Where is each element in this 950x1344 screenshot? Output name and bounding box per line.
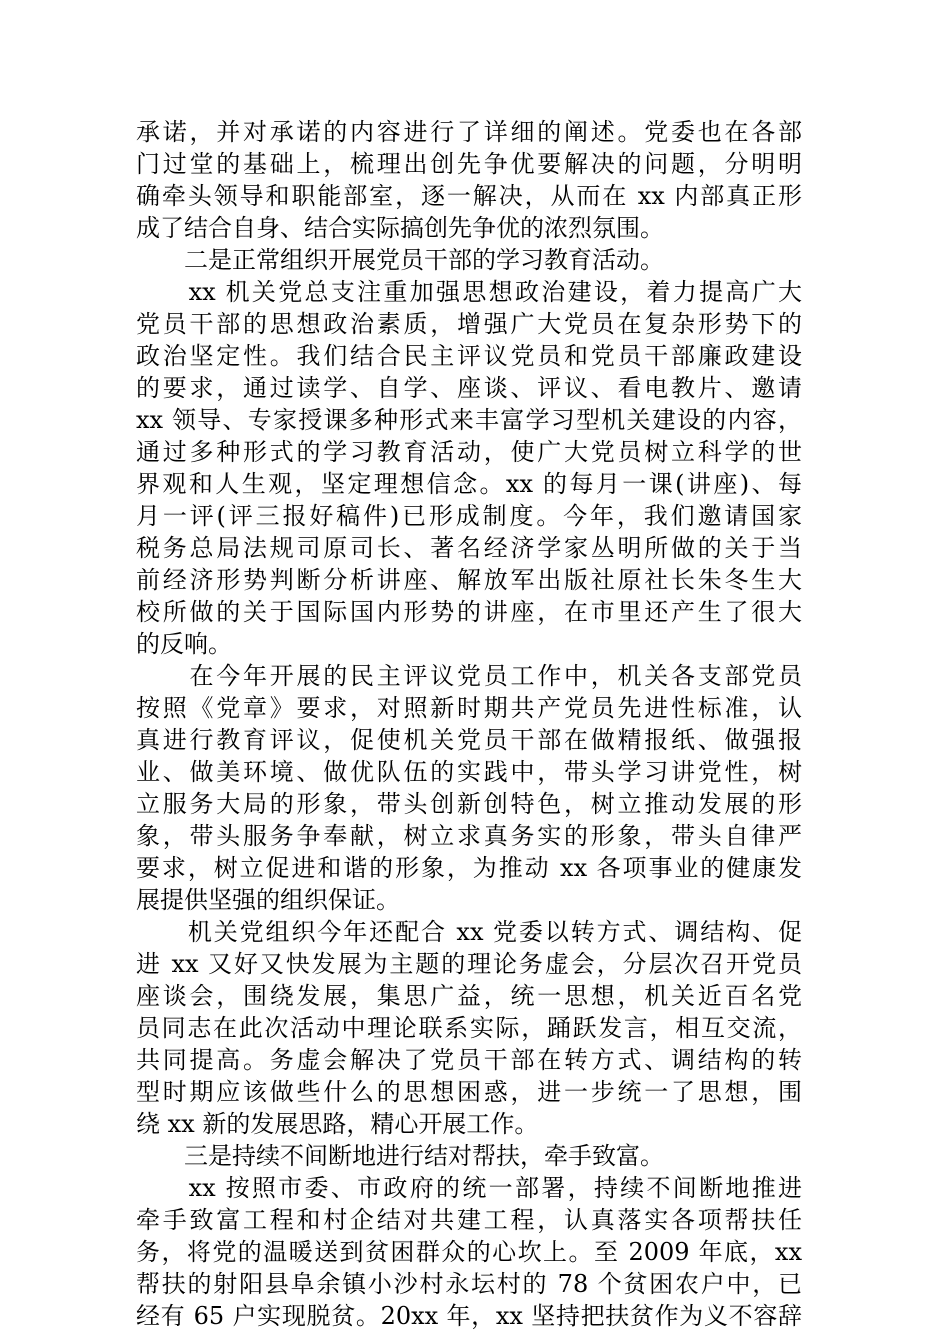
text-line: 牵手致富工程和村企结对共建工程，认真落实各项帮扶任	[136, 1206, 802, 1234]
text-line: xx 机关党总支注重加强思想政治建设，着力提高广大	[136, 278, 802, 306]
text-line: 共同提高。务虚会解决了党员干部在转方式、调结构的转	[136, 1046, 802, 1074]
text-line: xx 按照市委、市政府的统一部署，持续不间断地推进	[136, 1174, 802, 1202]
text-line: 成了结合自身、结合实际搞创先争优的浓烈氛围。	[136, 214, 664, 242]
text-line: 绕 xx 新的发展思路，精心开展工作。	[136, 1110, 539, 1138]
text-line: 立服务大局的形象，带头创新创特色，树立推动发展的形	[136, 790, 802, 818]
text-line: 二是正常组织开展党员干部的学习教育活动。	[136, 246, 664, 274]
text-line: 党员干部的思想政治素质，增强广大党员在复杂形势下的	[136, 310, 802, 338]
text-line: 税务总局法规司原司长、著名经济学家丛明所做的关于当	[136, 534, 802, 562]
text-line: 在今年开展的民主评议党员工作中，机关各支部党员	[136, 662, 802, 690]
text-line: 的要求，通过读学、自学、座谈、评议、看电教片、邀请	[136, 374, 802, 402]
text-line: xx 领导、专家授课多种形式来丰富学习型机关建设的内容，	[136, 406, 802, 434]
text-line: 象，带头服务争奉献，树立求真务实的形象，带头自律严	[136, 822, 802, 850]
text-line: 三是持续不间断地进行结对帮扶，牵手致富。	[136, 1142, 664, 1170]
text-line: 承诺，并对承诺的内容进行了详细的阐述。党委也在各部	[136, 118, 802, 146]
text-line: 进 xx 又好又快发展为主题的理论务虚会，分层次召开党员	[136, 950, 802, 978]
text-line: 型时期应该做些什么的思想困惑，进一步统一了思想，围	[136, 1078, 802, 1106]
text-line: 按照《党章》要求，对照新时期共产党员先进性标准，认	[136, 694, 802, 722]
text-line: 月一评(评三报好稿件)已形成制度。今年，我们邀请国家	[136, 502, 802, 530]
text-line: 经有 65 户实现脱贫。20xx 年，xx 坚持把扶贫作为义不容辞	[136, 1302, 802, 1330]
text-line: 政治坚定性。我们结合民主评议党员和党员干部廉政建设	[136, 342, 802, 370]
text-line: 业、做美环境、做优队伍的实践中，带头学习讲党性，树	[136, 758, 802, 786]
text-line: 务，将党的温暖送到贫困群众的心坎上。至 2009 年底，xx	[136, 1238, 802, 1266]
document-body	[136, 116, 802, 1332]
text-line: 真进行教育评议，促使机关党员干部在做精报纸、做强报	[136, 726, 802, 754]
text-line: 座谈会，围绕发展，集思广益，统一思想，机关近百名党	[136, 982, 802, 1010]
text-line: 机关党组织今年还配合 xx 党委以转方式、调结构、促	[136, 918, 802, 946]
text-line: 通过多种形式的学习教育活动，使广大党员树立科学的世	[136, 438, 802, 466]
text-line: 帮扶的射阳县阜余镇小沙村永坛村的 78 个贫困农户中，已	[136, 1270, 802, 1298]
text-line: 展提供坚强的组织保证。	[136, 886, 400, 914]
text-line: 校所做的关于国际国内形势的讲座，在市里还产生了很大	[136, 598, 802, 626]
text-line: 前经济形势判断分析讲座、解放军出版社原社长朱冬生大	[136, 566, 802, 594]
text-line: 要求，树立促进和谐的形象，为推动 xx 各项事业的健康发	[136, 854, 802, 882]
text-line: 界观和人生观，坚定理想信念。xx 的每月一课(讲座)、每	[136, 470, 802, 498]
text-line: 门过堂的基础上，梳理出创先争优要解决的问题，分明明	[136, 150, 802, 178]
text-line: 的反响。	[136, 630, 232, 658]
text-line: 员同志在此次活动中理论联系实际，踊跃发言，相互交流，	[136, 1014, 802, 1042]
text-line: 确牵头领导和职能部室，逐一解决，从而在 xx 内部真正形	[136, 182, 802, 210]
